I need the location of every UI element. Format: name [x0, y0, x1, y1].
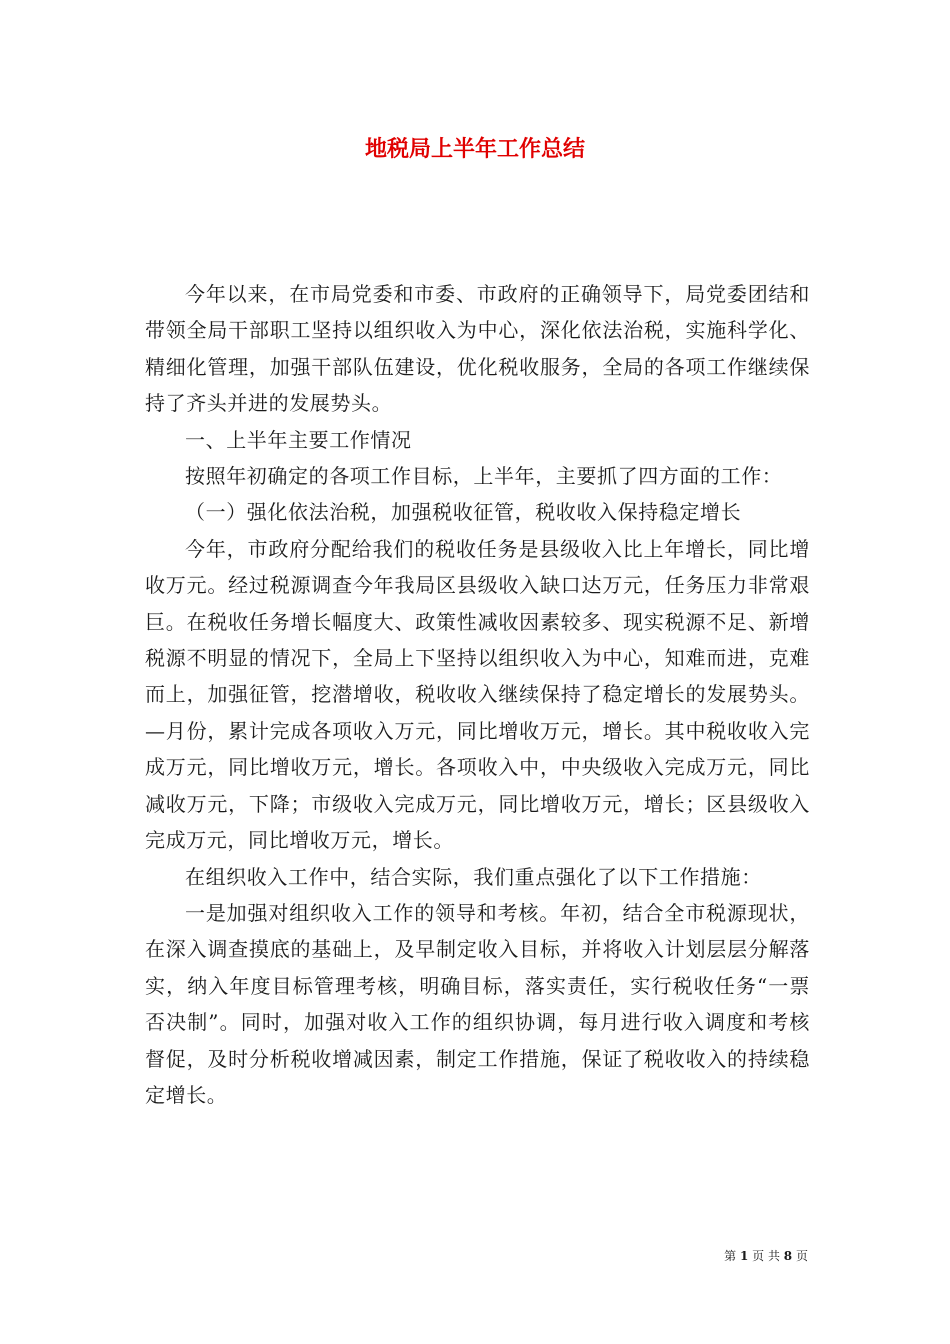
paragraph-measure-one: 一是加强对组织收入工作的领导和考核。年初，结合全市税源现状，在深入调查摸底的基础上，及早制定收入目标，并将收入计划层层分解落实，纳入年度目标管理考核，明确目标，落实责任，实行税收任务“一票否决制”。同时，加强对收入工作的组织协调，每月进行收入调度和考核督促，及时分析税收增减因素，制定工作措施，保证了税收收入的持续稳定增长。 — [145, 900, 810, 1107]
paragraph-tax-revenue: 今年，市政府分配给我们的税收任务是县级收入比上年增长，同比增收万元。经过税源调查今年我局区县级收入缺口达万元，任务压力非常艰巨。在税收任务增长幅度大、政策性减收因素较多、现实税源不足、新增税源不明显的情况下，全局上下坚持以组织收入为中心，知难而进，克难而上，加强征管，挖潜增收，税收收入继续保持了稳定增长的发展势头。—月份，累计完成各项收入万元，同比增收万元，增长。其中税收收入完成万元，同比增收万元，增长。各项收入中，中央级收入完成万元，同比减收万元，下降；市级收入完成万元，同比增收万元，增长；区县级收入完成万元，同比增收万元，增长。 — [145, 536, 810, 853]
footer-total-pages: 8 — [783, 1249, 793, 1263]
footer-suffix: 页 — [795, 1249, 808, 1263]
paragraph-intro: 今年以来，在市局党委和市委、市政府的正确领导下，局党委团结和带领全局干部职工坚持以组织收入为中心，深化依法治税，实施科学化、精细化管理，加强干部队伍建设，优化税收服务，全局的各项工作继续保持了齐头并进的发展势头。 — [145, 282, 810, 416]
footer-prefix: 第 — [724, 1249, 737, 1263]
subsection-heading-tax-revenue: （一）强化依法治税，加强税收征管，税收收入保持稳定增长 — [185, 500, 742, 525]
document-title: 地税局上半年工作总结 — [364, 137, 585, 162]
page-footer — [724, 1247, 808, 1264]
paragraph-work-overview: 按照年初确定的各项工作目标，上半年，主要抓了四方面的工作： — [185, 464, 783, 489]
paragraph-measures-intro: 在组织收入工作中，结合实际，我们重点强化了以下工作措施： — [185, 864, 762, 889]
document-body — [145, 276, 810, 1113]
footer-middle: 页 共 — [752, 1249, 780, 1263]
section-heading-main-work: 一、上半年主要工作情况 — [185, 427, 412, 452]
footer-current-page: 1 — [739, 1249, 749, 1263]
